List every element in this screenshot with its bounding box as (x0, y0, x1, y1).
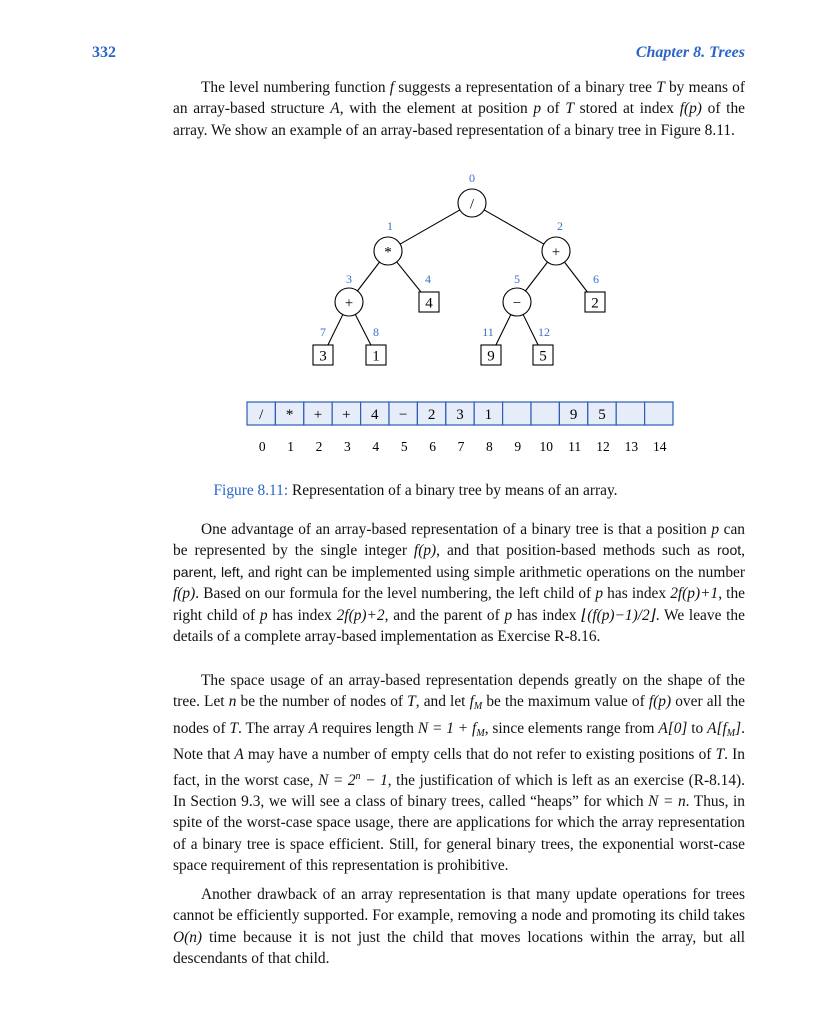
tree-edge (484, 210, 544, 244)
node-label: − (512, 295, 522, 312)
binary-tree-figure (0, 165, 831, 465)
tree-edge (358, 262, 380, 291)
node-label: * (384, 244, 392, 261)
node-label: 4 (425, 295, 433, 312)
array-cell-12 (588, 402, 616, 425)
array-cell-value: + (342, 407, 351, 423)
array-cell-box (645, 402, 673, 425)
space-usage-paragraph: The space usage of an array-based representation depends greatly on the shape of the tree. Let n be the number of nodes of T, and let $f_M$ be the maximum value of f(p) over all the nodes of T. The array A requires length $N = 1 + f_M$, since elements range from A[0] to $A[f_M]$. Note that A may have a number of empty cells that do not refer to existing positions of T. In fact, in the worst case, $N = 2^n - 1$, the justification of which is left as an exercise (R-8.14). In Section 9.3, we will see a class of binary trees, called “heaps” for which N = n. Thus, in spite of the worst-case space usage, there are applications for which the array representation of a binary tree is space efficient. Still, for general binary trees, the exponential worst-case space requirement of this representation is prohibitive. (173, 672, 746, 875)
array-index-label: 6 (429, 439, 436, 454)
node-index-label: 5 (514, 272, 520, 286)
array-index-label: 14 (653, 439, 667, 454)
node-index-label: 0 (469, 171, 475, 185)
figure-label: Figure 8.11: (213, 482, 289, 499)
tree-edge (496, 315, 511, 345)
array-cell-value: + (313, 407, 323, 423)
array-cell-box (531, 402, 559, 425)
drawback-paragraph: Another drawback of an array representation is that many update operations for trees cannot be efficiently supported. For example, removing a node and promoting its child takes O(n) time because it is not just the child that moves locations within the array, but all descendants of that child. (173, 886, 745, 968)
array-cell-8 (474, 402, 502, 425)
array-cell-7 (446, 402, 474, 425)
array-index-label: 10 (539, 439, 553, 454)
array-index-label: 8 (486, 439, 493, 454)
array-cell-13 (616, 402, 644, 425)
node-index-label: 1 (387, 219, 393, 233)
array-cell-11 (559, 402, 587, 425)
array-index-label: 3 (344, 439, 351, 454)
array-cell-10 (531, 402, 559, 425)
array-cell-box (616, 402, 644, 425)
tree-node-7 (313, 325, 333, 365)
array-cell-value: 2 (427, 407, 436, 423)
array-cell-value: * (285, 407, 294, 423)
array-index-label: 7 (457, 439, 465, 454)
array-cell-box (503, 402, 531, 425)
node-label: + (344, 295, 354, 312)
tree-node-11 (481, 325, 501, 365)
array-cell-14 (645, 402, 673, 425)
node-index-label: 11 (482, 325, 494, 339)
node-index-label: 8 (373, 325, 379, 339)
array-cell-1 (275, 402, 303, 425)
array-cell-value: 3 (456, 407, 464, 423)
tree-edge (328, 315, 343, 345)
array-cells (247, 402, 673, 425)
node-index-label: 4 (425, 272, 431, 286)
tree-node-5 (503, 272, 531, 316)
tree-node-2 (542, 219, 570, 265)
node-label: / (469, 196, 475, 213)
node-label: 2 (591, 295, 599, 312)
node-label: + (551, 244, 561, 261)
array-cell-6 (417, 402, 445, 425)
array-index-label: 4 (372, 439, 380, 454)
tree-edge (397, 262, 421, 292)
tree-node-1 (374, 219, 402, 265)
node-index-label: 7 (320, 325, 326, 339)
tree-node-4 (419, 272, 439, 312)
node-index-label: 6 (593, 272, 599, 286)
advantage-paragraph: One advantage of an array-based representation of a binary tree is that a position p can be represented by the single integer f(p), and that position-based methods such as root, parent, left, and right can be implemented using simple arithmetic operations on the number f(p). Based on our formula for the level numbering, the left child of p has index 2f(p)+1, the right child of p has index 2f(p)+2, and the parent of p has index ⌊(f(p)−1)/2⌋. We leave the details of a complete array-based implementation as Exercise R-8.16. (173, 521, 746, 646)
array-index-label: 1 (287, 439, 294, 454)
figure-caption: Figure 8.11: Representation of a binary tree by means of an array. (213, 482, 618, 499)
array-cell-value: − (398, 407, 408, 423)
node-index-label: 3 (346, 272, 352, 286)
node-index-label: 12 (538, 325, 550, 339)
array-indices (259, 439, 667, 454)
array-cell-5 (389, 402, 417, 425)
array-cell-2 (304, 402, 332, 425)
tree-edge (523, 315, 538, 345)
array-index-label: 13 (624, 439, 639, 454)
array-cell-value: / (259, 407, 264, 423)
array-index-label: 0 (258, 439, 266, 454)
tree-edge (355, 314, 371, 345)
node-index-label: 2 (557, 219, 563, 233)
node-label: 1 (372, 348, 380, 365)
tree-node-0 (458, 171, 486, 217)
array-index-label: 9 (514, 439, 522, 454)
tree-node-6 (585, 272, 605, 312)
array-cell-3 (332, 402, 360, 425)
array-cell-9 (503, 402, 531, 425)
tree-node-12 (533, 325, 553, 365)
chapter-title: Chapter 8. Trees (635, 44, 745, 61)
intro-paragraph: The level numbering function f suggests a representation of a binary tree T by means of an array-based structure A, with the element at position p of T stored at index f(p) of the array. We show an example of an array-based representation of a binary tree in Figure 8.11. (173, 79, 746, 139)
node-label: 3 (319, 348, 327, 365)
array-cell-value: 5 (598, 407, 606, 423)
tree-edge (526, 262, 548, 291)
array-index-label: 12 (596, 439, 610, 454)
tree-node-3 (335, 272, 363, 316)
tree-nodes (313, 171, 605, 365)
page-number: 332 (92, 44, 116, 61)
array-index-label: 11 (568, 439, 582, 454)
tree-node-8 (366, 325, 386, 365)
array-cell-value: 1 (484, 407, 493, 423)
tree-edge (400, 210, 460, 244)
array-cell-4 (361, 402, 389, 425)
array-cell-value: 4 (371, 407, 379, 423)
tree-edge (565, 262, 588, 292)
array-cell-value: 9 (569, 407, 578, 423)
array-index-label: 5 (400, 439, 408, 454)
array-index-label: 2 (315, 439, 323, 454)
node-label: 5 (539, 348, 547, 365)
node-label: 9 (487, 348, 495, 365)
array-cell-0 (247, 402, 275, 425)
